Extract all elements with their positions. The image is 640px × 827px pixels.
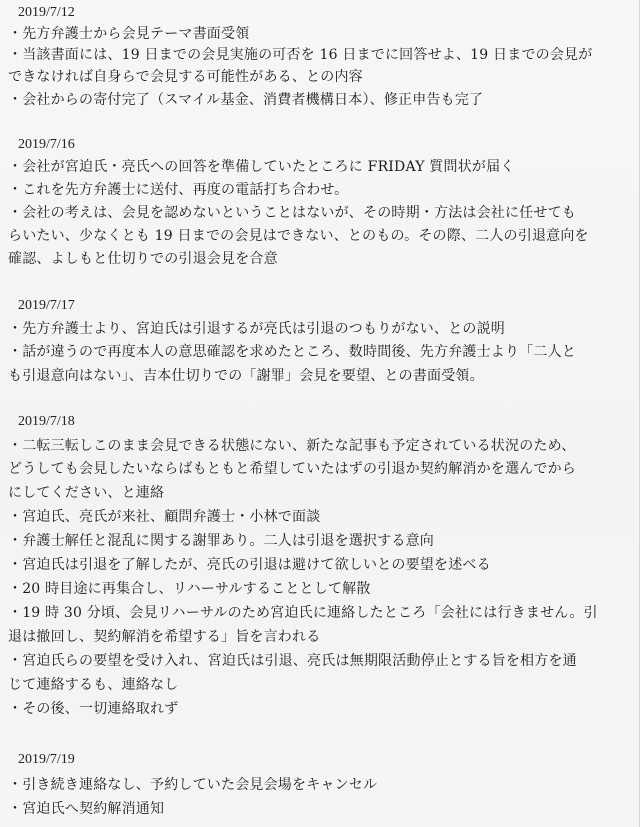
entry-date: 2019/7/17 — [18, 298, 75, 313]
entry-line: 退は撤回し、契約解消を希望する」旨を言われる — [8, 629, 321, 645]
entry-line: も引退意向はない」、吉本仕切りでの「謝罪」会見を要望、との書面受領。 — [8, 368, 484, 384]
entry-line: できなければ自身らで会見する可能性がある、との内容 — [8, 69, 363, 85]
entry-line: 確認、よしもと仕切りでの引退会見を合意 — [8, 251, 278, 267]
entry-date: 2019/7/19 — [18, 752, 75, 767]
entry-line: ・引き続き連絡なし、予約していた会見会場をキャンセル — [8, 777, 378, 793]
entry-line: ・19 時 30 分頃、会見リハーサルのため宮迫氏に連絡したところ「会社には行きません。引 — [8, 605, 598, 621]
entry-line: ・宮迫氏へ契約解消通知 — [8, 801, 165, 817]
entry-line: ・先方弁護士より、宮迫氏は引退するが亮氏は引退のつもりがない、との説明 — [8, 321, 505, 337]
entry-date: 2019/7/12 — [18, 5, 75, 20]
entry-date: 2019/7/16 — [18, 137, 75, 152]
entry-line: ・宮迫氏は引退を了解したが、亮氏の引退は避けて欲しいとの要望を述べる — [8, 557, 491, 573]
entry-line: ・宮迫氏、亮氏が来社、顧問弁護士・小林で面談 — [8, 509, 321, 525]
entry-line: ・話が違うので再度本人の意思確認を求めたところ、数時間後、先方弁護士より「二人と — [8, 344, 576, 360]
entry-line: ・会社の考えは、会見を認めないということはないが、その時期・方法は会社に任せても — [8, 205, 576, 221]
entry-line: ・二転三転しこのまま会見できる状態にない、新たな記事も予定されている状況のため、 — [8, 438, 576, 454]
entry-line: らいたい、少なくとも 19 日までの会見はできない、とのもの。その際、二人の引退意向を — [8, 228, 589, 244]
entry-line: ・会社が宮迫氏・亮氏への回答を準備していたところに FRIDAY 質問状が届く — [8, 159, 515, 175]
entry-line: ・宮迫氏らの要望を受け入れ、宮迫氏は引退、亮氏は無期限活動停止とする旨を相方を通 — [8, 653, 577, 669]
entry-line: ・これを先方弁護士に送付、再度の電話打ち合わせ。 — [8, 182, 349, 198]
entry-line: ・当該書面には、19 日までの会見実施の可否を 16 日までに回答せよ、19 日までの会見が — [8, 47, 593, 63]
entry-line: ・20 時目途に再集合し、リハーサルすることとして解散 — [8, 581, 371, 597]
entry-line: ・弁護士解任と混乱に関する謝罪あり。二人は引退を選択する意向 — [8, 533, 434, 549]
entry-line: じて連絡するも、連絡なし — [8, 677, 179, 693]
entry-line: にしてください、と連絡 — [8, 485, 165, 501]
entry-line: どうしても会見したいならばもともと希望していたはずの引退か契約解消かを選んでから — [8, 461, 576, 477]
entry-line: ・会社からの寄付完了（スマイル基金、消費者機構日本）、修正申告も完了 — [8, 92, 484, 108]
entry-date: 2019/7/18 — [18, 414, 75, 429]
entry-line: ・その後、一切連絡取れず — [8, 701, 179, 717]
entry-line: ・先方弁護士から会見テーマ書面受領 — [8, 26, 250, 42]
